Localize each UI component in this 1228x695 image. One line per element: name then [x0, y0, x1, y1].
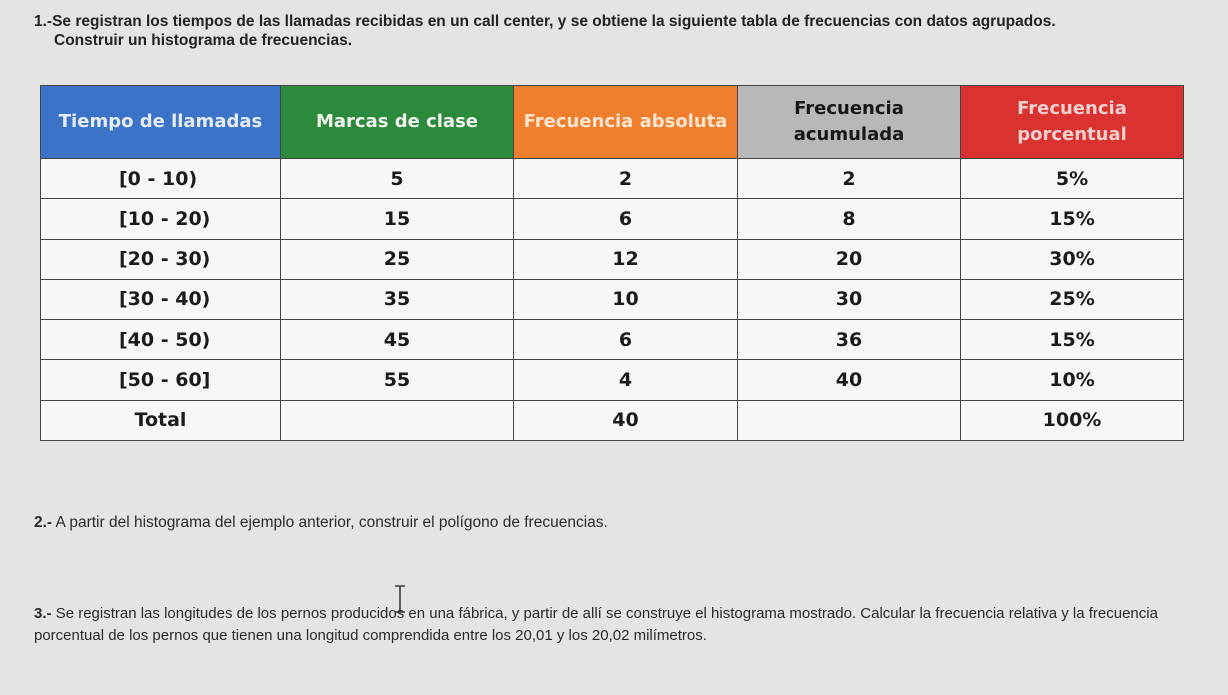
cell-total-porcentual: 100% — [961, 400, 1184, 440]
cell-porcentual: 15% — [961, 320, 1184, 360]
frequency-table — [40, 85, 1184, 441]
cell-marca: 55 — [281, 360, 514, 400]
table-total-row — [41, 400, 1184, 440]
cell-total-label: Total — [41, 400, 281, 440]
question-1 — [34, 12, 1214, 50]
cell-total-acumulada — [738, 400, 961, 440]
cell-acumulada: 20 — [738, 239, 961, 279]
header-absoluta: Frecuencia absoluta — [514, 86, 738, 159]
cell-interval: [20 - 30) — [41, 239, 281, 279]
table-row — [41, 320, 1184, 360]
cell-interval: [40 - 50) — [41, 320, 281, 360]
cell-porcentual: 15% — [961, 199, 1184, 239]
cell-marca: 5 — [281, 159, 514, 199]
cell-porcentual: 5% — [961, 159, 1184, 199]
question-1-line2: Construir un histograma de frecuencias. — [54, 32, 353, 49]
cell-porcentual: 25% — [961, 279, 1184, 319]
cell-marca: 35 — [281, 279, 514, 319]
cell-interval: [30 - 40) — [41, 279, 281, 319]
cell-interval: [50 - 60] — [41, 360, 281, 400]
question-3-text: Se registran las longitudes de los pernos producidos en una fábrica, y partir de allí se construye el histograma mostrado. Calcular la frecuencia relativa y la frecuencia porcentual de los pernos que tienen una longitud comprendida entre los 20,01 y los 20,02 milímetros. — [34, 605, 1158, 644]
header-marcas: Marcas de clase — [281, 86, 514, 159]
cell-interval: [0 - 10) — [41, 159, 281, 199]
question-3-number: 3.- — [34, 605, 52, 622]
cell-acumulada: 8 — [738, 199, 961, 239]
table-row — [41, 199, 1184, 239]
question-1-line1: 1.-Se registran los tiempos de las llamadas recibidas en un call center, y se obtiene la siguiente tabla de frecuencias con datos agrupados. — [34, 13, 1056, 30]
table-row — [41, 279, 1184, 319]
cell-absoluta: 4 — [514, 360, 738, 400]
cell-acumulada: 2 — [738, 159, 961, 199]
question-2 — [34, 513, 1214, 533]
table-header-row — [41, 86, 1184, 159]
cell-acumulada: 36 — [738, 320, 961, 360]
cell-absoluta: 6 — [514, 320, 738, 360]
table-row — [41, 239, 1184, 279]
question-2-number: 2.- — [34, 514, 53, 531]
table-row — [41, 159, 1184, 199]
cell-absoluta: 2 — [514, 159, 738, 199]
cell-total-absoluta: 40 — [514, 400, 738, 440]
cell-interval: [10 - 20) — [41, 199, 281, 239]
question-2-text: A partir del histograma del ejemplo anterior, construir el polígono de frecuencias. — [55, 514, 608, 531]
header-tiempo: Tiempo de llamadas — [41, 86, 281, 159]
cell-total-marca — [281, 400, 514, 440]
cell-marca: 45 — [281, 320, 514, 360]
header-acumulada: Frecuencia acumulada — [738, 86, 961, 159]
cell-porcentual: 30% — [961, 239, 1184, 279]
cell-absoluta: 12 — [514, 239, 738, 279]
cell-acumulada: 40 — [738, 360, 961, 400]
header-porcentual: Frecuencia porcentual — [961, 86, 1184, 159]
cell-absoluta: 6 — [514, 199, 738, 239]
cell-porcentual: 10% — [961, 360, 1184, 400]
cell-acumulada: 30 — [738, 279, 961, 319]
cell-marca: 15 — [281, 199, 514, 239]
cell-marca: 25 — [281, 239, 514, 279]
table-row — [41, 360, 1184, 400]
cell-absoluta: 10 — [514, 279, 738, 319]
question-3 — [34, 603, 1214, 647]
